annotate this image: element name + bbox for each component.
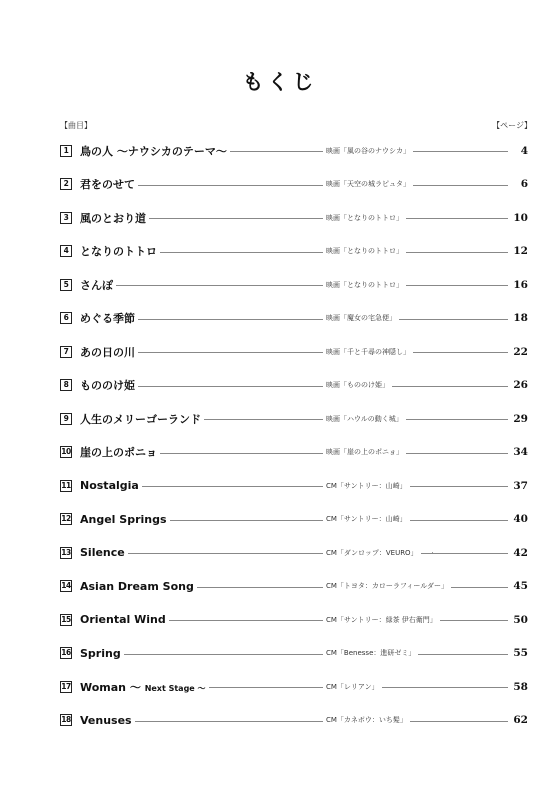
dot-leader: [209, 687, 324, 688]
page-number: 4: [520, 144, 528, 157]
dot-leader: [128, 553, 323, 554]
page-number: 18: [513, 312, 528, 325]
song-title: Asian Dream Song: [80, 579, 194, 593]
entry-number: 9: [60, 413, 72, 425]
toc-entry[interactable]: [60, 536, 528, 570]
song-title: 崖の上のポニョ: [80, 446, 157, 460]
page-number: 45: [513, 580, 528, 593]
page-number: 50: [513, 613, 528, 626]
toc-entry[interactable]: [60, 335, 528, 369]
song-source: CM「Benesse：進研ゼミ」: [326, 648, 508, 658]
entry-number: 4: [60, 245, 72, 257]
page-number: 58: [513, 680, 528, 693]
song-source: CM「レリアン」: [326, 682, 508, 692]
page-title: もくじ: [242, 70, 318, 94]
entry-number: 5: [60, 279, 72, 291]
dot-leader: [170, 520, 323, 521]
dot-leader: [138, 352, 323, 353]
dot-leader: [138, 319, 323, 320]
song-column-header: 【曲目】: [60, 121, 92, 130]
song-source: 映画「天空の城ラピュタ」: [326, 179, 508, 189]
page-column-header: 【ページ】: [492, 121, 532, 130]
toc-entry[interactable]: [60, 436, 528, 470]
dot-leader: [138, 386, 323, 387]
song-source: CM「サントリー：山崎」: [326, 514, 508, 524]
dot-leader: [160, 252, 323, 253]
entry-number: 13: [61, 547, 71, 557]
song-source: 映画「ハウルの動く城」: [326, 414, 508, 424]
song-title: 風のとおり道: [80, 211, 146, 225]
toc-entry[interactable]: [60, 369, 528, 403]
song-source: CM「ダンロップ：VEURO」: [326, 548, 508, 558]
song-source: CM「トヨタ：カローラフィールダー」: [326, 581, 508, 591]
toc-entry[interactable]: [60, 268, 528, 302]
page-number: 22: [513, 345, 528, 358]
page-number: 6: [520, 178, 528, 191]
toc-entry[interactable]: [60, 670, 528, 704]
song-title: さんぽ: [80, 278, 113, 292]
entry-number: 1: [60, 145, 72, 157]
entry-number: 7: [60, 346, 72, 358]
page-number: 62: [513, 714, 528, 727]
entry-number: 10: [61, 447, 71, 457]
page-number: 26: [513, 379, 528, 392]
page-number: 34: [513, 446, 528, 459]
song-title: Angel Springs: [80, 512, 167, 526]
dot-leader: [138, 185, 323, 186]
song-title: 君をのせて: [80, 178, 135, 192]
toc-entry[interactable]: [60, 402, 528, 436]
dot-leader: [116, 285, 323, 286]
song-title: となりのトトロ: [80, 245, 157, 259]
entry-number: 11: [61, 480, 71, 490]
dot-leader: [124, 654, 323, 655]
page-number: 10: [513, 211, 528, 224]
entry-number: 3: [60, 212, 72, 224]
entry-number: 2: [60, 178, 72, 190]
song-title: Oriental Wind: [80, 613, 166, 627]
entry-number: 8: [60, 379, 72, 391]
song-title: あの日の川: [80, 345, 135, 359]
entry-number: 14: [61, 581, 71, 591]
table-of-contents: [60, 134, 528, 737]
song-title: 鳥の人 〜ナウシカのテーマ〜: [80, 144, 227, 158]
song-title: 人生のメリーゴーランド: [80, 412, 201, 426]
toc-entry[interactable]: [60, 235, 528, 269]
toc-entry[interactable]: [60, 168, 528, 202]
toc-entry[interactable]: [60, 134, 528, 168]
dot-leader: [142, 486, 323, 487]
entry-number: 6: [60, 312, 72, 324]
song-title: Spring: [80, 646, 121, 660]
dot-leader: [160, 453, 323, 454]
song-title: Silence: [80, 546, 125, 560]
song-title: Woman 〜 Next Stage 〜: [80, 680, 206, 694]
song-source: 映画「となりのトトロ」: [326, 246, 508, 256]
dot-leader: [135, 721, 323, 722]
toc-entry[interactable]: [60, 503, 528, 537]
song-title: もののけ姫: [80, 379, 135, 393]
dot-leader: [230, 151, 323, 152]
toc-entry[interactable]: [60, 704, 528, 738]
entry-number: 16: [61, 648, 71, 658]
song-source: CM「カネボウ：いち髪」: [326, 715, 508, 725]
song-source: CM「サントリー：緑茶 伊右衛門」: [326, 615, 508, 625]
toc-entry[interactable]: [60, 570, 528, 604]
song-source: 映画「崖の上のポニョ」: [326, 447, 508, 457]
song-title: Nostalgia: [80, 479, 139, 493]
toc-entry[interactable]: [60, 603, 528, 637]
entry-number: 12: [61, 514, 71, 524]
entry-number: 17: [61, 681, 71, 691]
song-source: 映画「魔女の宅急便」: [326, 313, 508, 323]
song-source: 映画「となりのトトロ」: [326, 213, 508, 223]
page-number: 16: [513, 278, 528, 291]
page-number: 29: [513, 412, 528, 425]
entry-number: 15: [61, 614, 71, 624]
page-number: 37: [513, 479, 528, 492]
song-source: 映画「もののけ姫」: [326, 380, 508, 390]
paper-speck: [432, 552, 433, 553]
toc-entry[interactable]: [60, 469, 528, 503]
page-number: 40: [513, 513, 528, 526]
page-number: 42: [513, 546, 528, 559]
song-source: CM「サントリー：山崎」: [326, 481, 508, 491]
song-title: めぐる季節: [80, 312, 135, 326]
dot-leader: [197, 587, 323, 588]
dot-leader: [169, 620, 323, 621]
toc-entry[interactable]: [60, 302, 528, 336]
song-source: 映画「千と千尋の神隠し」: [326, 347, 508, 357]
dot-leader: [149, 218, 323, 219]
entry-number: 18: [61, 715, 71, 725]
song-source: 映画「風の谷のナウシカ」: [326, 146, 508, 156]
toc-entry[interactable]: [60, 637, 528, 671]
song-source: 映画「となりのトトロ」: [326, 280, 508, 290]
song-subtitle: Next Stage 〜: [144, 683, 206, 693]
page-number: 55: [513, 647, 528, 660]
dot-leader: [204, 419, 323, 420]
page-number: 12: [513, 245, 528, 258]
song-title: Venuses: [80, 713, 132, 727]
toc-entry[interactable]: [60, 201, 528, 235]
